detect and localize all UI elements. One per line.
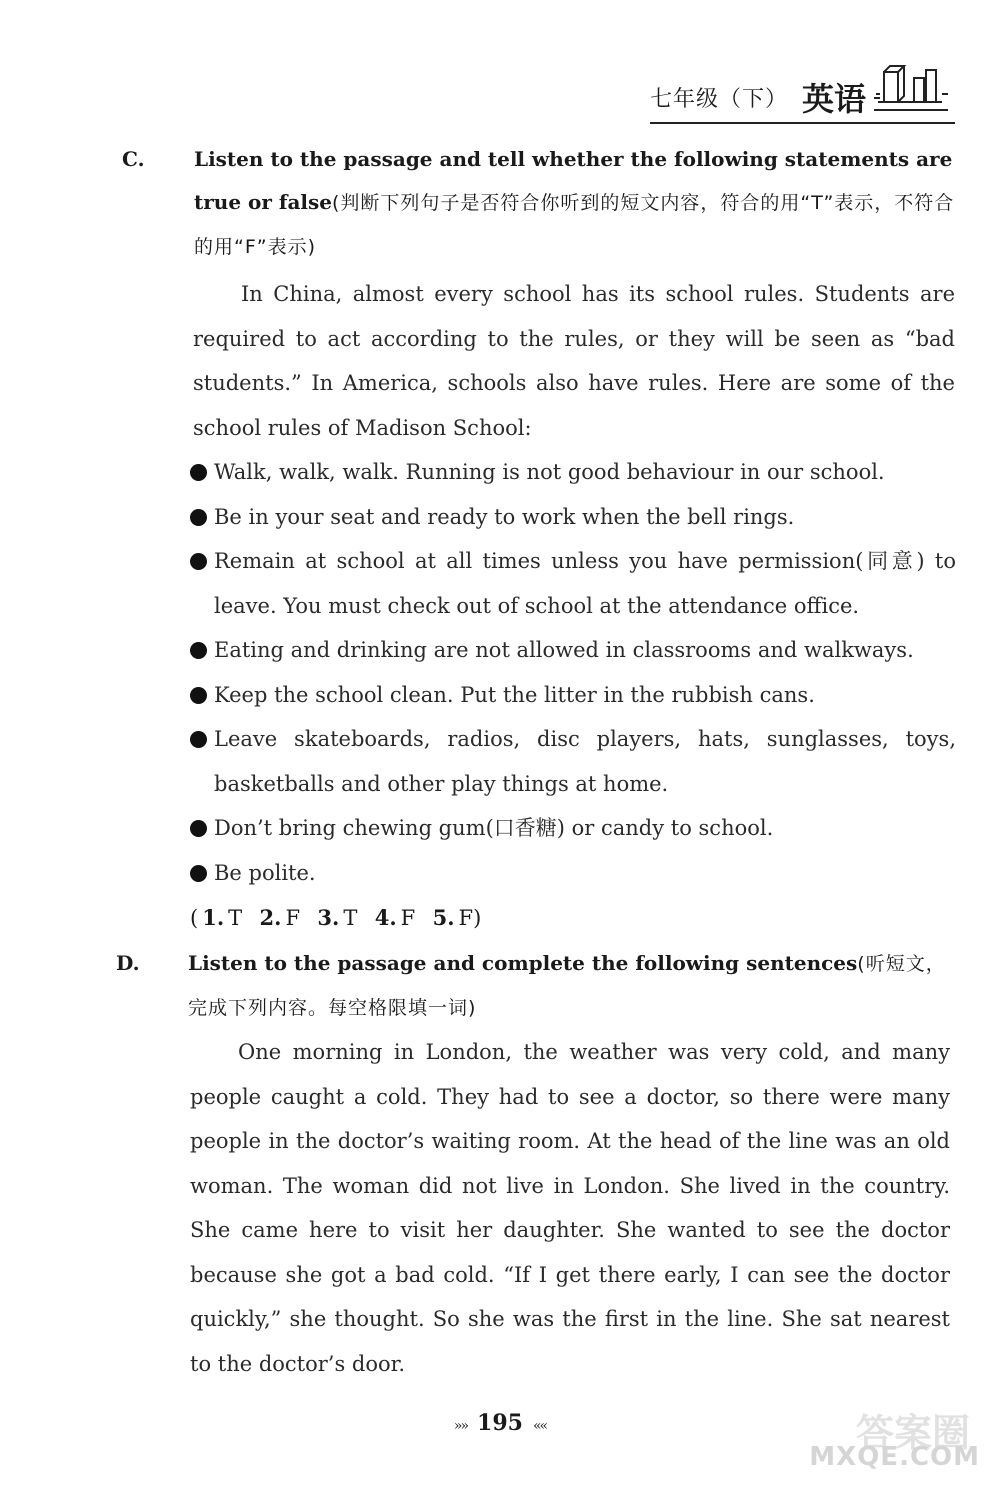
bullet-icon xyxy=(190,806,214,851)
section-d-letter: D. xyxy=(116,951,140,975)
watermark-logo: 答案圈 xyxy=(855,1411,970,1455)
list-item: Keep the school clean. Put the litter in the rubbish cans. xyxy=(190,673,956,718)
section-d-title-cn: (听短文，完成下列内容。每空格限填一词) xyxy=(188,953,946,1019)
list-item: Walk, walk, walk. Running is not good behaviour in our school. xyxy=(190,450,956,495)
bullet-icon xyxy=(190,539,214,628)
page-number: 195 xyxy=(477,1410,523,1436)
page-header xyxy=(650,72,955,124)
watermark xyxy=(780,1402,980,1472)
list-item: Be in your seat and ready to work when the bell rings. xyxy=(190,495,956,540)
list-item: Remain at school at all times unless you have permission(同意) to leave. You must check out of school at the attendance office. xyxy=(190,539,956,628)
section-c-title-en: Listen to the passage and tell whether the following statements are true or false xyxy=(194,147,953,214)
list-item: Be polite. xyxy=(190,851,956,896)
section-c-letter: C. xyxy=(122,147,145,171)
grade-label: 七年级（下） xyxy=(650,87,789,112)
left-arrows: »» xyxy=(453,1418,468,1434)
list-item: Leave skateboards, radios, disc players, hats, sunglasses, toys, basketballs and other play things at home. xyxy=(190,717,956,806)
bullet-icon xyxy=(190,495,214,540)
right-arrows: «« xyxy=(532,1418,547,1434)
bullet-icon xyxy=(190,717,214,806)
section-d-heading xyxy=(116,942,958,1030)
books-icon xyxy=(872,58,950,116)
list-item: Eating and drinking are not allowed in classrooms and walkways. xyxy=(190,628,956,673)
bullet-icon xyxy=(190,450,214,495)
watermark-url: MXQE.COM xyxy=(809,1442,980,1472)
section-c-heading xyxy=(122,138,958,269)
bullet-icon xyxy=(190,628,214,673)
section-d-title-en: Listen to the passage and complete the following sentences xyxy=(188,951,858,975)
section-c-passage: In China, almost every school has its school rules. Students are required to act according to the rules, or they will be seen as “bad students.” In America, schools also have rules. Here are some of the school rules of Madison School: xyxy=(193,282,955,440)
bullet-icon xyxy=(190,851,214,896)
list-item: Don’t bring chewing gum(口香糖) or candy to school. xyxy=(190,806,956,851)
section-d-passage: One morning in London, the weather was very cold, and many people caught a cold. They had to see a doctor, so there were many people in the doctor’s waiting room. At the head of the line was an old woman. The woman did not live in London. She lived in the country. She came here to visit her daughter. She wanted to see the doctor because she got a bad cold. “If I get there early, I can see the doctor quickly,” she thought. So she was the first in the line. She sat nearest to the doctor’s door. xyxy=(190,1040,950,1376)
subject-label: 英语 xyxy=(802,80,867,118)
bullet-icon xyxy=(190,673,214,718)
section-c-title-cn: (判断下列句子是否符合你听到的短文内容，符合的用“T”表示，不符合的用“F”表示) xyxy=(194,192,955,258)
rules-list xyxy=(190,450,956,895)
answer-key: ( 1. T 2. F 3. T 4. F 5. F) xyxy=(190,905,482,930)
